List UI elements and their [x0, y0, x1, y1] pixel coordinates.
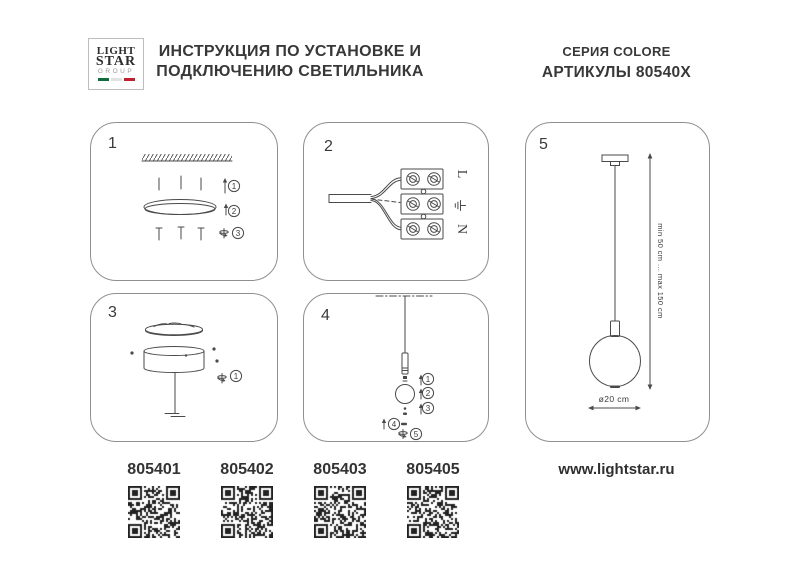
- qr-code: [407, 486, 459, 538]
- article-code: 805405: [406, 461, 460, 478]
- step-marker-4: [388, 418, 399, 429]
- diagram-shade-mounting: [91, 294, 277, 441]
- qr-code: [221, 486, 273, 538]
- logo-text-group: GROUP: [97, 68, 135, 75]
- svg-text:4: 4: [391, 419, 397, 429]
- panel-5-number: 5: [539, 136, 548, 153]
- height-dimension-label: min 50 cm ... max 150 cm: [656, 223, 665, 319]
- canopy-plate: [144, 200, 216, 215]
- ceiling-hatch: [142, 154, 232, 161]
- step-marker-1: [230, 370, 241, 381]
- drum-shade: [144, 347, 204, 373]
- step-marker-2: [422, 387, 433, 398]
- article-column: [215, 461, 279, 543]
- bottom-parts: [403, 407, 407, 415]
- svg-text:1: 1: [425, 374, 431, 384]
- screw-rotation-icon: [220, 229, 228, 239]
- diameter-dimension: [588, 394, 641, 410]
- panel-3-number: 3: [108, 304, 117, 321]
- step-panel-1: [90, 122, 278, 281]
- terminal-label-neutral: N: [454, 223, 469, 235]
- ground-icon: [455, 201, 465, 211]
- svg-text:2: 2: [425, 388, 431, 398]
- logo-text-light: LIGHT: [96, 45, 136, 57]
- website-url: www.lightstar.ru: [558, 461, 675, 478]
- title-line-1: ИНСТРУКЦИЯ ПО УСТАНОВКЕ И: [158, 43, 422, 60]
- panel-2-number: 2: [324, 138, 333, 155]
- step-marker-1: [228, 180, 239, 191]
- height-dimension: [648, 153, 665, 390]
- flag-white: [111, 78, 122, 81]
- series-label: СЕРИЯ COLORE: [562, 44, 671, 59]
- article-code: 805401: [127, 461, 181, 478]
- lightstar-logo: [88, 38, 144, 90]
- svg-text:3: 3: [425, 403, 431, 413]
- qr-code: [314, 486, 366, 538]
- article-code: 805403: [313, 461, 367, 478]
- step-marker-2: [228, 205, 239, 216]
- lock-pin: [401, 423, 407, 426]
- articles-label: АРТИКУЛЫ 80540X: [541, 64, 692, 81]
- step-panel-4: [303, 293, 489, 442]
- document-title: [150, 42, 430, 81]
- step-marker-3: [422, 402, 433, 413]
- step-marker-5: [410, 428, 421, 439]
- suspension-cord: [402, 296, 408, 381]
- article-column: [308, 461, 372, 543]
- screw-rotation-icon: [218, 374, 226, 384]
- diagram-globe-assembly: [304, 294, 488, 441]
- article-column: [401, 461, 465, 543]
- article-code: 805402: [220, 461, 274, 478]
- svg-text:2: 2: [231, 206, 237, 216]
- svg-text:5: 5: [413, 429, 419, 439]
- step-panel-5: [525, 122, 710, 442]
- logo-text-star: STAR: [95, 54, 137, 69]
- svg-text:1: 1: [233, 371, 239, 381]
- terminal-block: [401, 169, 443, 239]
- arrow-up-icon: [224, 204, 228, 216]
- hanging-rod: [165, 373, 185, 417]
- flag-green: [98, 78, 109, 81]
- diagram-wiring: [304, 123, 488, 280]
- article-column: [122, 461, 186, 543]
- step-panel-2: [303, 122, 489, 281]
- terminal-label-live: L: [454, 169, 469, 179]
- svg-text:3: 3: [235, 228, 241, 238]
- arrow-up-icon: [382, 419, 386, 430]
- diagram-ceiling-mounting: [91, 123, 277, 280]
- glass-globe: [396, 385, 415, 404]
- step-marker-1: [422, 373, 433, 384]
- screw-rotation-icon: [399, 430, 407, 439]
- terminal-screws: [407, 173, 441, 236]
- svg-text:1: 1: [231, 181, 237, 191]
- qr-code: [128, 486, 180, 538]
- step-marker-3: [232, 227, 243, 238]
- title-line-2: ПОДКЛЮЧЕНИЮ СВЕТИЛЬНИКА: [156, 62, 424, 80]
- diameter-dimension-label: ø20 cm: [598, 394, 630, 404]
- dowels-icon: [159, 176, 201, 190]
- panel-1-number: 1: [108, 135, 117, 152]
- canopy-plate: [146, 323, 203, 335]
- flag-red: [124, 78, 135, 81]
- panel-4-number: 4: [321, 307, 330, 324]
- pendant-lamp: [590, 155, 641, 388]
- screws-icon: [156, 227, 204, 240]
- series-block: [525, 44, 708, 82]
- diagram-pendant-dimensions: [526, 123, 709, 441]
- arrow-up-icon: [223, 178, 227, 193]
- italian-flag-bar: [89, 78, 143, 81]
- step-panel-3: [90, 293, 278, 442]
- power-cable: [329, 178, 401, 230]
